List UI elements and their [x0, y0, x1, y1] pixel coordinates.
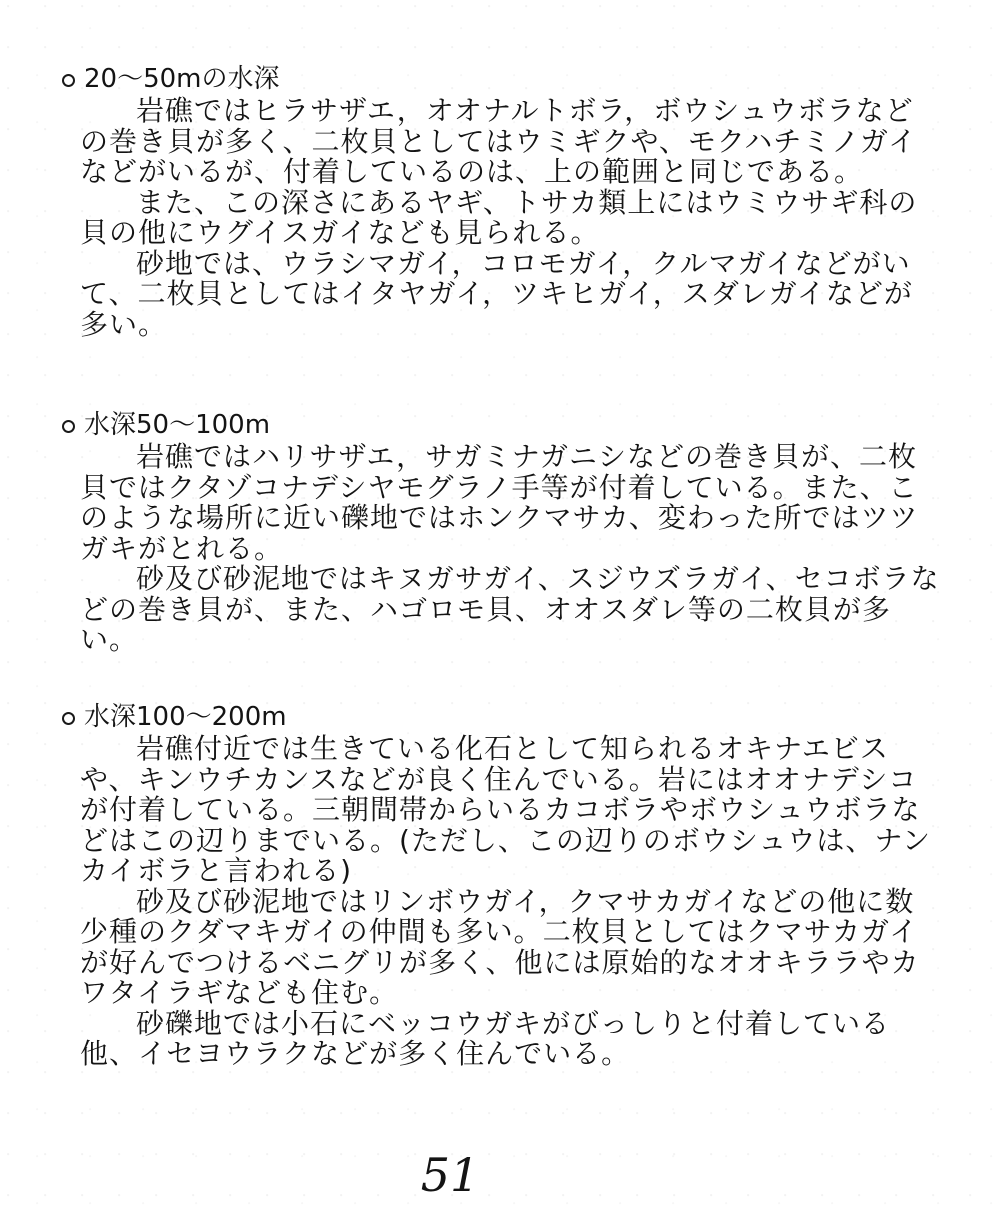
- paragraph: 岩礁付近では生きている化石として知られるオキナエビスや、キンウチカンスなどが良く住んでいる。岩にはオオナデシコが付着している。三朝間帯からいるカコボラやボウシュウボラなどはこの辺りまでいる。(ただし、この辺りのボウシュウは、ナンカイボラと言われる): [80, 732, 931, 887]
- section-heading: [60, 62, 940, 96]
- section-heading-text: 水深100～200m: [84, 702, 287, 732]
- paragraph: また、この深さにあるヤギ、トサカ類上にはウミウサギ科の貝の他にウグイスガイなども見られる。: [80, 185, 918, 249]
- bullet-circle-icon: [62, 712, 75, 725]
- section-100-200m: [60, 700, 940, 1070]
- paragraph: 岩礁ではヒラサザエ，オオナルトボラ，ボウシュウボラなどの巻き貝が多く、二枚貝としてはウミギクや、モクハチミノガイなどがいるが、付着しているのは、上の範囲と同じである。: [80, 94, 918, 188]
- paragraph: 砂礫地では小石にベッコウガキがびっしりと付着している他、イセヨウラクなどが多く住んでいる。: [80, 1006, 891, 1070]
- bullet-circle-icon: [62, 420, 75, 433]
- paragraph: 砂及び砂泥地ではキヌガサガイ、スジウズラガイ、セコボラなどの巻き貝が、また、ハゴロモ貝、オオスダレ等の二枚貝が多い。: [80, 562, 940, 656]
- page-number: 51: [420, 1148, 480, 1202]
- paragraph: 砂及び砂泥地ではリンボウガイ，クマサカガイなどの他に数少種のクダマキガイの仲間も多い。二枚貝としてはクマサカガイが好んでつけるベニグリが多く、他には原始的なオオキララやカワタイラギなども住む。: [80, 884, 920, 1009]
- section-20-50m: [60, 62, 940, 340]
- bullet-circle-icon: [62, 74, 75, 87]
- section-50-100m: [60, 408, 940, 656]
- section-heading-text: 水深50～100m: [84, 410, 271, 440]
- paragraph: 砂地では、ウラシマガイ，コロモガイ，クルマガイなどがいて、二枚貝としてはイタヤガイ，ツキヒガイ，スダレガイなどが多い。: [80, 246, 913, 341]
- section-heading: [60, 700, 940, 734]
- section-heading-text: 20～50mの水深: [84, 64, 280, 94]
- paragraph: 岩礁ではハリサザエ，サガミナガニシなどの巻き貝が、二枚貝ではクタゾコナデシヤモグラノ手等が付着している。また、このような場所に近い礫地ではホンクマサカ、変わった所ではツツガキがとれる。: [80, 440, 919, 565]
- section-heading: [60, 408, 940, 442]
